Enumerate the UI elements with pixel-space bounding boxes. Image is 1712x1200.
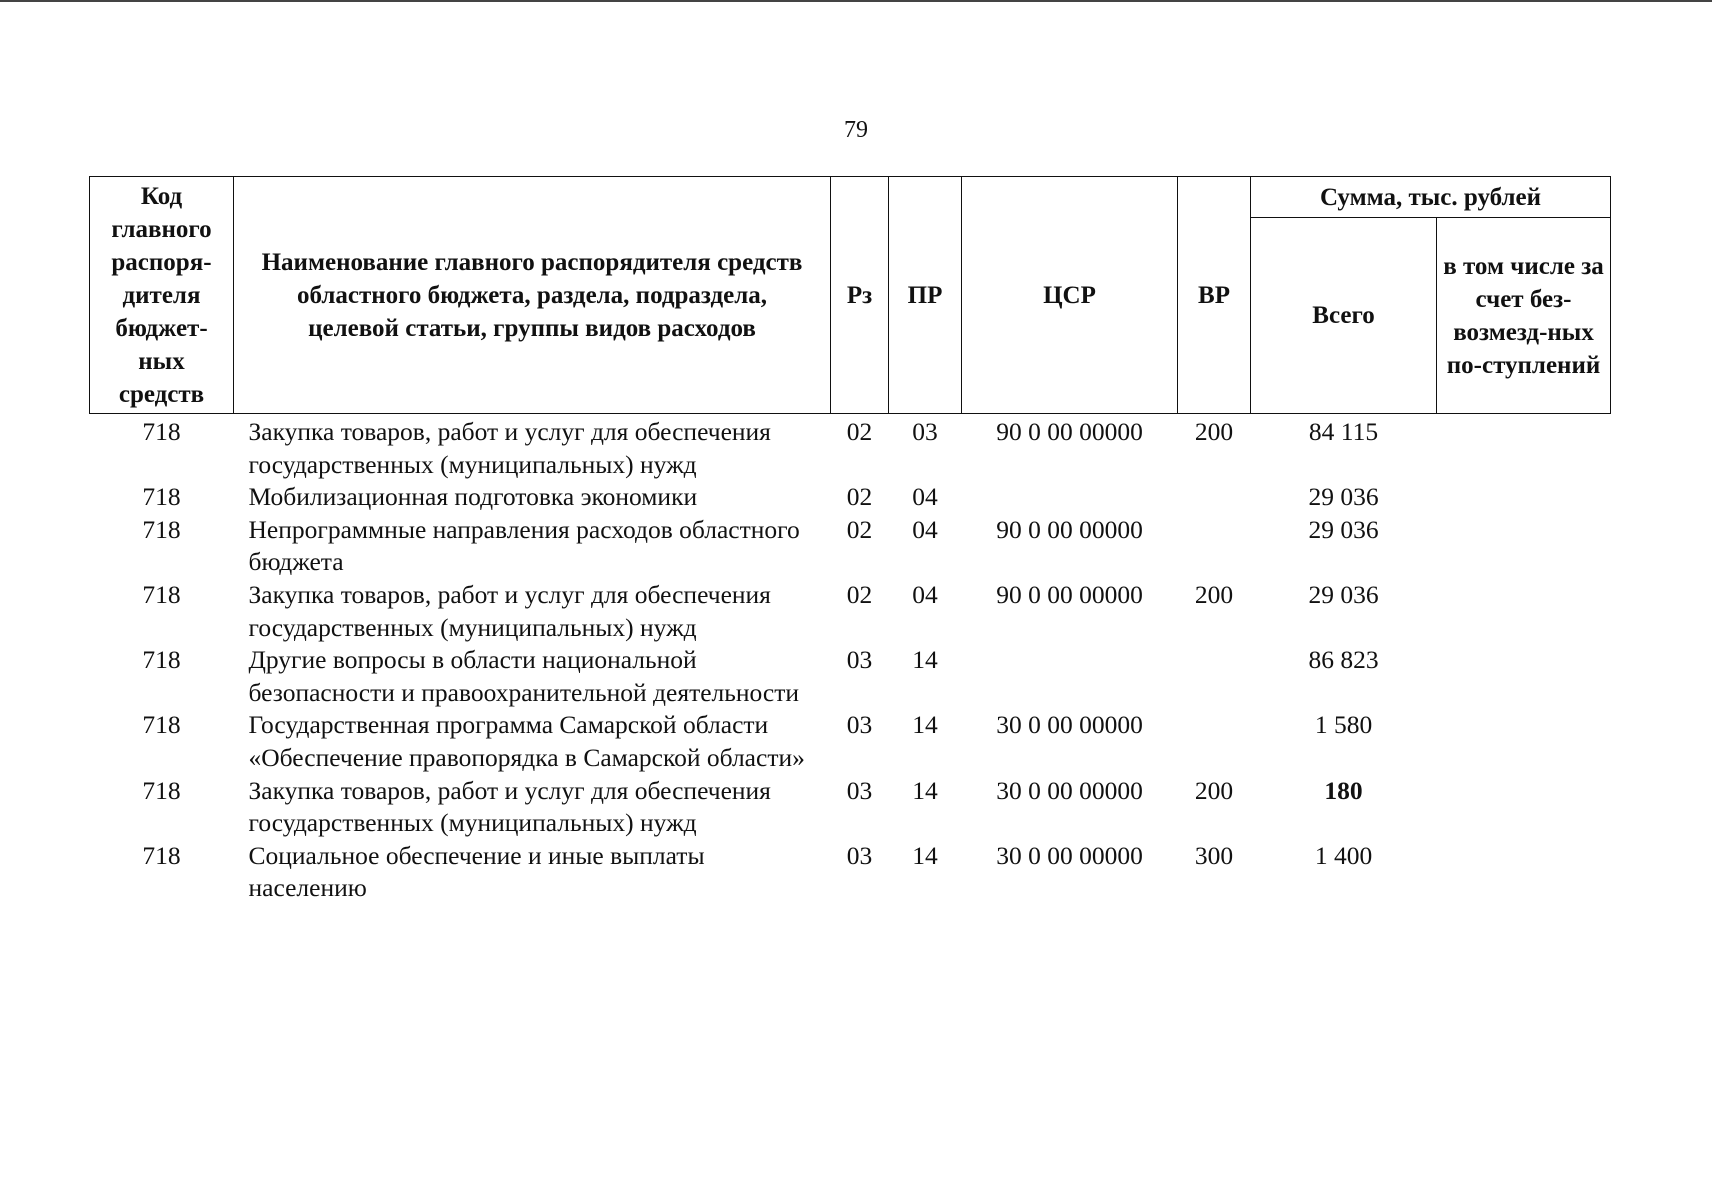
cell-code: 718	[142, 482, 181, 512]
header-free: в том числе за счет без-возмезд-ных по-ступлений	[1437, 218, 1611, 414]
table-row	[90, 481, 1611, 514]
page-number: 79	[844, 117, 868, 143]
cell-name: Государственная программа Самарской области «Обеспечение правопорядка в Самарской области»	[248, 710, 805, 772]
table-row	[90, 840, 1611, 905]
cell-total: 86 823	[1308, 645, 1379, 675]
cell-free	[1437, 644, 1611, 709]
table-body	[90, 414, 1611, 905]
header-csr: ЦСР	[962, 177, 1178, 414]
cell-name: Закупка товаров, работ и услуг для обеспечения государственных (муниципальных) нужд	[248, 775, 771, 838]
header-total: Всего	[1251, 218, 1437, 414]
cell-total: 180	[1324, 775, 1363, 805]
cell-code: 718	[142, 710, 181, 740]
table-row	[90, 579, 1611, 644]
budget-table	[89, 176, 1611, 905]
header-code: Код главного распоря-дителя бюджет-ных средств	[90, 177, 234, 414]
header-pr: ПР	[889, 177, 962, 414]
cell-vr	[1178, 514, 1251, 579]
table-row	[90, 414, 1611, 482]
cell-rz: 02	[846, 417, 873, 446]
cell-rz: 03	[846, 840, 873, 870]
cell-free	[1437, 709, 1611, 774]
cell-csr: 90 0 00 00000	[996, 514, 1143, 544]
cell-code: 718	[142, 514, 181, 544]
table-header	[90, 177, 1611, 414]
header-vr: ВР	[1178, 177, 1251, 414]
cell-rz: 02	[846, 482, 873, 512]
cell-total: 29 036	[1308, 514, 1379, 544]
cell-total: 1 400	[1314, 840, 1373, 870]
cell-csr: 30 0 00 00000	[996, 840, 1143, 870]
cell-total: 29 036	[1308, 482, 1379, 512]
cell-csr	[962, 644, 1178, 709]
cell-free	[1437, 514, 1611, 579]
cell-csr: 30 0 00 00000	[996, 710, 1143, 740]
cell-free	[1437, 481, 1611, 514]
cell-code: 718	[142, 579, 181, 609]
cell-free	[1437, 840, 1611, 905]
cell-code: 718	[142, 417, 181, 446]
cell-rz: 03	[846, 645, 873, 675]
cell-vr: 200	[1194, 417, 1234, 446]
cell-vr: 200	[1194, 775, 1234, 805]
cell-name: Непрограммные направления расходов областного бюджета	[248, 514, 800, 577]
cell-csr: 30 0 00 00000	[996, 775, 1143, 805]
cell-name: Закупка товаров, работ и услуг для обеспечения государственных (муниципальных) нужд	[248, 417, 771, 479]
cell-pr: 03	[912, 417, 938, 446]
cell-csr: 90 0 00 00000	[996, 579, 1143, 609]
cell-total: 84 115	[1308, 417, 1379, 446]
table-row	[90, 709, 1611, 774]
cell-pr: 14	[912, 645, 938, 675]
cell-pr: 04	[912, 482, 938, 512]
cell-total: 29 036	[1308, 579, 1379, 609]
cell-free	[1437, 414, 1611, 482]
cell-free	[1437, 775, 1611, 840]
cell-csr: 90 0 00 00000	[996, 417, 1143, 446]
cell-rz: 02	[846, 514, 873, 544]
cell-pr: 14	[912, 775, 938, 805]
cell-vr	[1178, 481, 1251, 514]
header-rz: Рз	[831, 177, 889, 414]
cell-pr: 14	[912, 840, 938, 870]
cell-vr	[1178, 709, 1251, 774]
cell-name: Другие вопросы в области национальной безопасности и правоохранительной деятельности	[248, 645, 800, 707]
cell-vr: 200	[1194, 579, 1234, 609]
cell-total: 1 580	[1314, 710, 1373, 740]
cell-rz: 02	[846, 579, 873, 609]
cell-pr: 04	[912, 579, 938, 609]
table-row	[90, 775, 1611, 840]
table-row	[90, 644, 1611, 709]
table-row	[90, 514, 1611, 579]
cell-name: Социальное обеспечение и иные выплаты населению	[248, 840, 705, 903]
cell-code: 718	[142, 775, 181, 805]
cell-free	[1437, 579, 1611, 644]
cell-rz: 03	[846, 710, 873, 740]
cell-vr	[1178, 644, 1251, 709]
cell-name: Закупка товаров, работ и услуг для обеспечения государственных (муниципальных) нужд	[248, 579, 771, 642]
cell-rz: 03	[846, 775, 873, 805]
cell-name: Мобилизационная подготовка экономики	[248, 482, 698, 512]
top-rule	[0, 0, 1712, 2]
cell-code: 718	[142, 840, 181, 870]
header-name: Наименование главного распорядителя средств областного бюджета, раздела, подраздела, целевой статьи, группы видов расходов	[234, 177, 831, 414]
cell-vr: 300	[1194, 840, 1234, 870]
cell-csr	[962, 481, 1178, 514]
header-sum: Сумма, тыс. рублей	[1251, 177, 1611, 218]
cell-pr: 04	[912, 514, 938, 544]
cell-pr: 14	[912, 710, 938, 740]
cell-code: 718	[142, 645, 181, 675]
